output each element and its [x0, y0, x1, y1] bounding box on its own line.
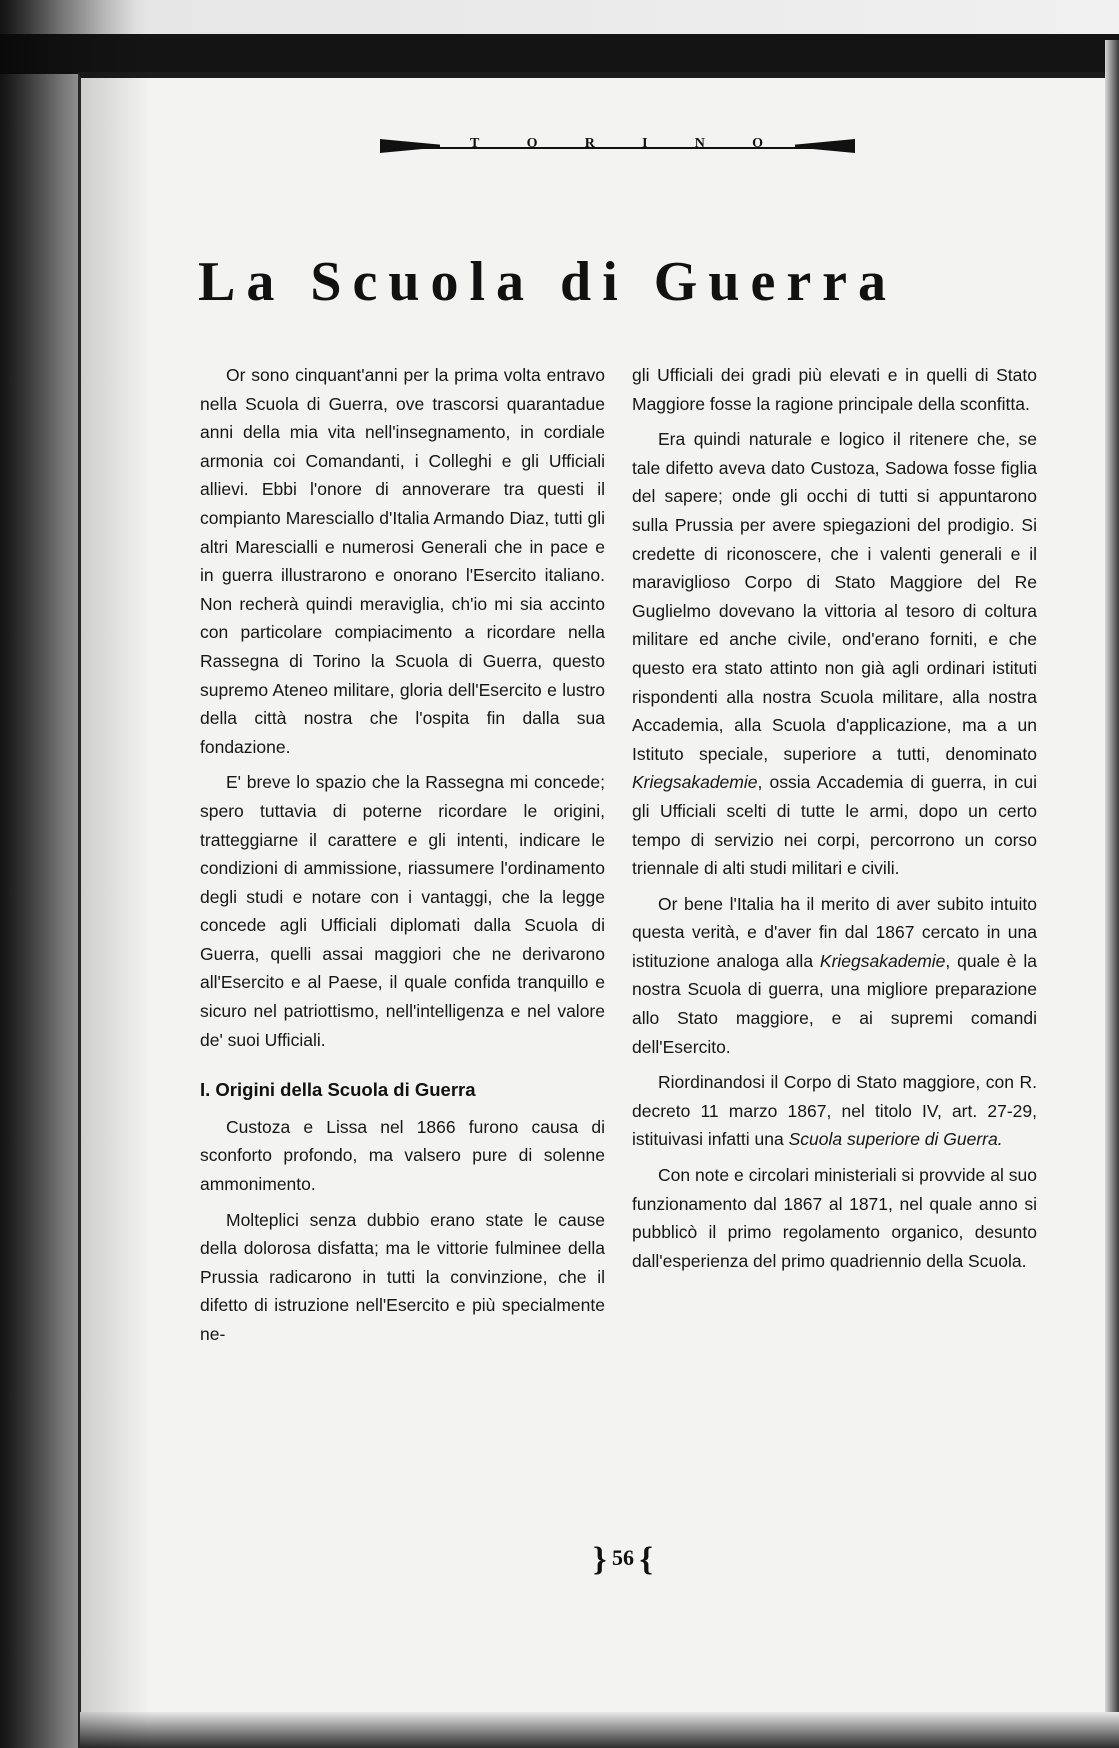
paragraph: E' breve lo spazio che la Rassegna mi concede; spero tuttavia di poterne ricordare le origini, tratteggiarne il carattere e gli intenti, indicare le condizioni di ammissione, riassumere l'ordinamento degli studi e notare con i vantaggi, che la legge concede agli Ufficiali diplomati dalla Scuola di Guerra, quelli assai maggiori che ne derivarono all'Esercito e al Paese, il quale confida tranquillo e sicuro nel patriottismo, nell'intelligenza e nel valore de' suoi Ufficiali.	[200, 772, 605, 1050]
header-letter: N	[694, 136, 707, 151]
paragraph	[632, 1068, 1037, 1154]
header-word	[470, 136, 765, 152]
header-letter: O	[752, 136, 765, 151]
paragraph: Custoza e Lissa nel 1866 furono causa di sconforto profondo, ma valsero pure di solenne ammonimento.	[200, 1116, 605, 1195]
header-ornament-left	[380, 139, 440, 153]
page-number-ornament-right: {	[639, 1540, 653, 1578]
paragraph: Con note e circolari ministeriali si provvide al suo funzionamento dal 1867 al 1871, nel quale anno si pubblicò il primo regolamento organico, desunto dall'esperienza del primo quadriennio della Scuola.	[632, 1165, 1037, 1271]
text-run: Or bene l'Italia ha il merito di aver subito intuito questa verità, e d'aver fin dal 1867 cercato in una istituzione analoga alla	[632, 893, 1037, 971]
scan-bottom-edge	[80, 1712, 1119, 1748]
text-run: , quale è la nostra Scuola di guerra, una migliore preparazione allo Stato maggiore, e ai supremi comandi dell'Esercito.	[632, 950, 1038, 1057]
text-run: Era quindi naturale e logico il ritenere che, se tale difetto aveva dato Custoza, Sadowa fosse figlia del sapere; onde gli occhi di tutti si appuntarono sulla Prussia per avere spiegazioni del prodigio. Si credette di riconoscere, che i valenti generali e il maraviglioso Corpo di Stato Maggiore del Re Guglielmo dovevano la vittoria al tesoro di coltura militare ed anche civile, ond'erano forniti, e che questo era stato attinto non già agli ordinari istituti rispondenti alla nostra Scuola militare, alla nostra Accademia, alla Scuola d'applicazione, ma a un Istituto speciale, superiore a tutti, denominato	[632, 429, 1037, 764]
page-number-ornament-left: }	[593, 1540, 607, 1578]
paragraph	[632, 890, 1037, 1062]
page-number: 56	[612, 1545, 634, 1570]
header-letter: R	[584, 136, 597, 151]
header-letter: O	[526, 136, 540, 151]
scan-right-edge	[1105, 40, 1119, 1748]
text-run: , ossia Accademia di guerra, in cui gli Ufficiali scelti di tutte le armi, dopo un certo tempo di servizio nei corpi, percorrono un corso triennale di alti studi militari e civili.	[632, 772, 1037, 879]
page-number-block	[568, 1538, 678, 1578]
paragraph: Or sono cinquant'anni per la prima volta entravo nella Scuola di Guerra, ove trascorsi quarantadue anni della mia vita nell'insegnamento, in cordiale armonia coi Comandanti, i Colleghi e gli Ufficiali allievi. Ebbi l'onore di annoverare tra questi il compianto Maresciallo d'Italia Armando Diaz, tutti gli altri Marescialli e numerosi Generali che in pace e in guerra illustrarono e onorano l'Esercito italiano. Non recherà quindi meraviglia, ch'io mi sia accinto con particolare compiacimento a ricordare nella Rassegna di Torino la Scuola di Guerra, questo supremo Ateneo militare, gloria dell'Esercito e lustro della città nostra che l'ospita fin dalla sua fondazione.	[200, 365, 605, 757]
article-title: La Scuola di Guerra	[198, 251, 898, 313]
italic-term: Kriegsakademie	[819, 950, 946, 971]
italic-term: Scuola superiore di Guerra.	[788, 1129, 1003, 1150]
paragraph: Molteplici senza dubbio erano state le cause della dolorosa disfatta; ma le vittorie fulminee della Prussia radicarono in tutti la convinzione, che il difetto di istruzione nell'Esercito e più specialmente ne-	[200, 1209, 605, 1344]
running-header	[380, 138, 855, 156]
scan-top-edge	[0, 34, 1119, 74]
header-letter: I	[642, 136, 650, 151]
header-letter: T	[470, 136, 482, 151]
paragraph: gli Ufficiali dei gradi più elevati e in quelli di Stato Maggiore fosse la ragione principale della sconfitta.	[632, 365, 1037, 414]
text-run: Riordinandosi il Corpo di Stato maggiore, con R. decreto 11 marzo 1867, nel titolo IV, art. 27-29, istituivasi infatti una	[632, 1072, 1037, 1150]
section-heading: I. Origini della Scuola di Guerra	[200, 1079, 476, 1101]
italic-term: Kriegsakademie	[632, 772, 758, 793]
left-column	[200, 361, 605, 1349]
paragraph	[632, 425, 1037, 883]
right-column	[632, 361, 1037, 1275]
header-ornament-right	[795, 139, 855, 153]
